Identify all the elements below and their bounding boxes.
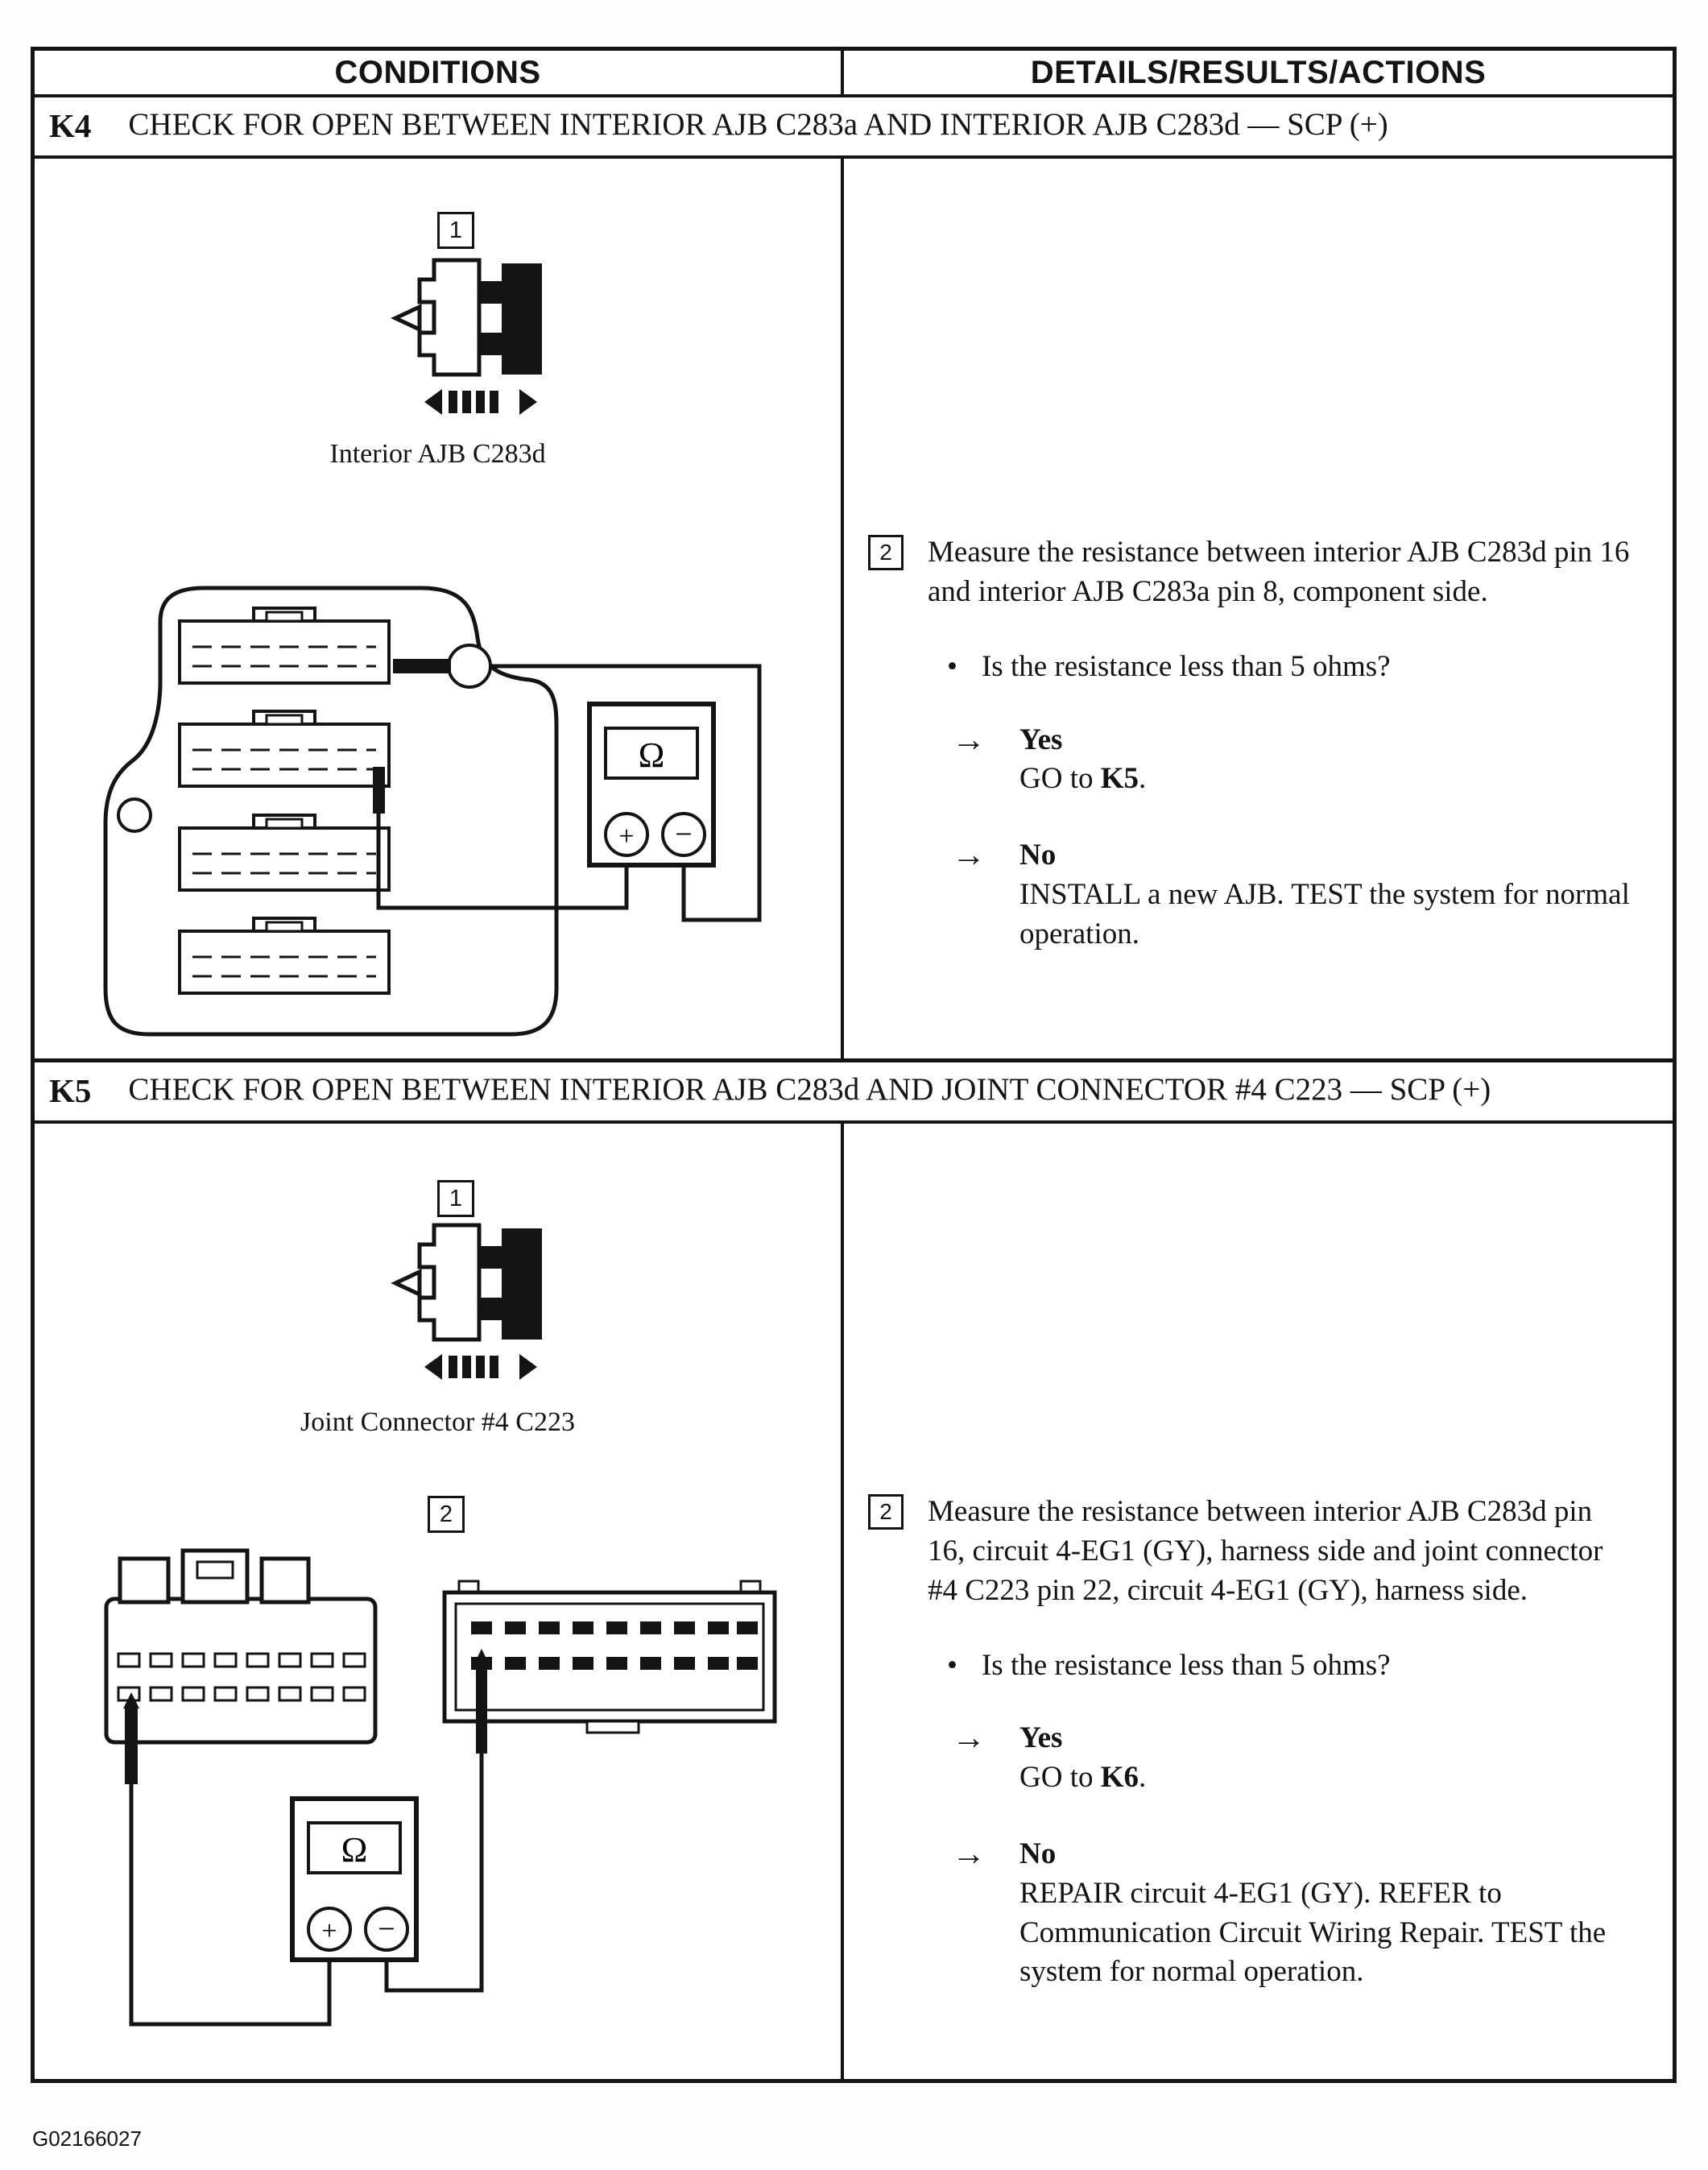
section-k4-title-row [35,97,1673,159]
terminal [606,1621,627,1634]
arrow-bar [462,391,471,413]
pin [279,1688,300,1700]
k4-measurement-diagram [35,574,844,1057]
arrow-left-tip [424,389,442,415]
joint-connector-right [445,1581,775,1733]
k5-conditions-cell [35,1124,844,2079]
bullet-icon: • [947,649,957,683]
k4-figure1-number: 1 [437,212,474,249]
probe-contact-circle [449,645,490,687]
pin [215,1654,236,1667]
pin [247,1688,268,1700]
k4-yes-branch [868,721,1648,800]
arrow-left-tip [424,1354,442,1380]
pin [183,1688,204,1700]
pin [312,1654,333,1667]
k4-yes-action [1019,760,1146,799]
k5-step-number-box: 2 [868,1494,904,1530]
terminal [640,1621,661,1634]
ohm-symbol: Ω [638,735,665,776]
pin [118,1654,139,1667]
terminal [539,1621,560,1634]
figure-reference-code: G02166027 [32,2127,142,2151]
ohmmeter [292,1799,416,1960]
mating-direction-arrow-icon [424,389,537,415]
k5-measurement-diagram [35,1543,844,2074]
male-connector-shape [502,1228,542,1340]
terminal [539,1657,560,1670]
k4-no-branch [868,836,1648,954]
k5-yes-action-prefix: GO to [1019,1761,1101,1795]
result-arrow-icon: → [952,837,986,875]
arrow-bar [449,1356,457,1378]
pin [183,1654,204,1667]
plus-label: + [321,1916,337,1947]
k4-question-text: Is the resistance less than 5 ohms? [981,649,1391,683]
pin [344,1654,365,1667]
bullet-icon: • [947,1648,957,1682]
result-arrow-icon: → [952,1836,986,1873]
minus-label: − [378,1912,395,1947]
section-k5-title: CHECK FOR OPEN BETWEEN INTERIOR AJB C283d AND JOINT CONNECTOR #4 C223 — SCP (+) [128,1072,1491,1108]
arrow-bar [490,1356,498,1378]
k4-question-row [868,648,1648,687]
k5-yes-branch [868,1719,1648,1798]
male-connector-key-2 [481,333,503,355]
details-column-header: DETAILS/RESULTS/ACTIONS [1030,54,1487,90]
k4-no-block [1019,836,1640,954]
terminal [708,1621,729,1634]
terminal [505,1621,526,1634]
harness-connector-left [106,1551,375,1742]
probe-tip-2 [373,767,385,814]
pin [312,1688,333,1700]
arrow-bar [476,1356,485,1378]
minus-label: − [675,818,693,852]
male-connector-key-1 [481,1246,503,1269]
section-k5-body-row [35,1124,1673,2079]
pin [151,1654,172,1667]
pin [279,1654,300,1667]
connector-pair [395,260,542,375]
section-k4-body-row [35,159,1673,1062]
k4-step-text: Measure the resistance between interior AJB C283d pin 16 and interior AJB C283a pin 8, component side. [928,536,1630,608]
k5-yes-action [1019,1758,1146,1798]
ohm-symbol: Ω [341,1830,368,1870]
k4-yes-action-target: K5 [1100,762,1139,796]
pin [344,1688,365,1700]
arrow-right-tip [519,1354,537,1380]
probe-tip-1 [393,659,451,673]
result-arrow-icon: → [952,721,986,759]
plus-label: + [618,822,635,852]
k5-step-text: Measure the resistance between interior AJB C283d pin 16, circuit 4-EG1 (GY), harness side and joint connector #4 C223 pin 22, circuit 4-EG1 (GY), harness side. [928,1495,1603,1607]
ohmmeter [589,704,713,865]
male-connector-key-1 [481,281,503,304]
section-k5-id: K5 [49,1072,92,1110]
terminal [505,1657,526,1670]
k5-question-text: Is the resistance less than 5 ohms? [981,1648,1391,1682]
pin [215,1688,236,1700]
k5-connector-caption: Joint Connector #4 C223 [300,1407,575,1438]
terminal [737,1657,758,1670]
pinpoint-test-table [31,47,1677,2083]
k5-no-action: REPAIR circuit 4-EG1 (GY). REFER to Communication Circuit Wiring Repair. TEST the system for normal operation. [1019,1876,1607,1989]
k4-yes-label: Yes [1019,723,1063,756]
terminal [737,1621,758,1634]
arrow-right-tip [519,389,537,415]
k5-no-label: No [1019,1837,1057,1870]
terminal [708,1657,729,1670]
terminal [640,1657,661,1670]
k5-no-block [1019,1835,1640,1992]
k4-step-row [868,533,1648,612]
terminal [573,1657,593,1670]
terminal [674,1657,695,1670]
k4-connector-caption: Interior AJB C283d [329,439,546,470]
male-connector-shape [502,263,542,375]
arrow-bar [462,1356,471,1378]
terminal [674,1621,695,1634]
mounting-hole [118,799,151,831]
k4-yes-action-suffix: . [1139,762,1147,796]
section-k5-title-row [35,1062,1673,1124]
section-k4-id: K4 [49,107,92,144]
connector-bottom-tab [587,1721,639,1733]
connector-tower-1 [120,1559,168,1602]
connector-tower-3 [262,1559,308,1602]
connector-lock-tab [395,1272,420,1294]
k5-yes-block [1019,1719,1146,1798]
conditions-column-header: CONDITIONS [35,51,844,94]
probe-shaft-1 [125,1707,138,1784]
pin [151,1688,172,1700]
connector-lock-tab [395,307,420,329]
k4-step-number-box: 2 [868,535,904,570]
arrow-bar [449,391,457,413]
connector-pair-icon [350,1219,568,1388]
k4-conditions-cell [35,159,844,1058]
arrow-bar [490,391,498,413]
k5-details-cell [844,1124,1673,2079]
k5-yes-action-target: K6 [1100,1761,1139,1795]
connector-pair [395,1225,542,1340]
connector-pair-icon [350,254,568,423]
k4-no-label: No [1019,839,1057,872]
section-k4-title: CHECK FOR OPEN BETWEEN INTERIOR AJB C283a AND INTERIOR AJB C283d — SCP (+) [128,107,1388,142]
connector-latch [197,1562,233,1578]
female-connector-shape [420,260,479,375]
k4-yes-block [1019,721,1146,800]
k5-figure2-number: 2 [428,1496,465,1533]
result-arrow-icon: → [952,1720,986,1758]
k5-yes-action-suffix: . [1139,1761,1147,1795]
k5-step-row [868,1493,1648,1610]
terminal [606,1657,627,1670]
mating-direction-arrow-icon [424,1354,537,1380]
k5-question-row [868,1646,1648,1686]
arrow-bar [476,391,485,413]
male-connector-key-2 [481,1298,503,1320]
k5-figure1-number: 1 [437,1180,474,1217]
k5-no-branch [868,1835,1648,1992]
terminal [471,1621,492,1634]
k4-no-action: INSTALL a new AJB. TEST the system for normal operation. [1019,877,1630,950]
probe-shaft-2 [476,1663,487,1754]
k4-details-cell [844,159,1673,1058]
female-connector-shape [420,1225,479,1340]
terminal [573,1621,593,1634]
k5-yes-label: Yes [1019,1721,1063,1755]
pin [247,1654,268,1667]
k4-yes-action-prefix: GO to [1019,762,1101,796]
table-header-row [35,51,1673,97]
connector-body [106,1599,375,1742]
